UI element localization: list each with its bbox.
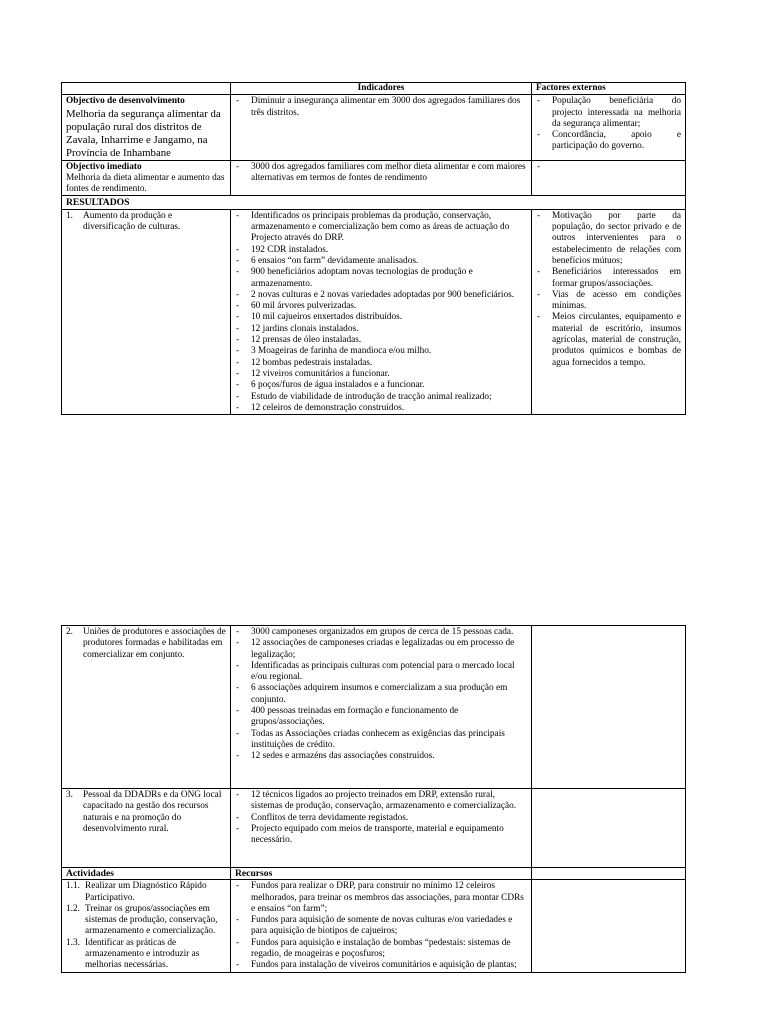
logframe-table-top (61, 82, 686, 415)
dev-objective-external (532, 95, 686, 160)
indicator-item: - Identificadas as principais culturas com potencial para o mercado local e/ou regional. (235, 661, 527, 684)
activity-number: 1.2. (66, 903, 80, 914)
indicator-item: - Diminuir a insegurança alimentar em 3000 dos agregados familiares dos três distritos. (235, 96, 527, 119)
indicator-item: - 60 mil árvores pulverizadas. (235, 301, 527, 312)
indicator-item: - 12 viveiros comunitários a funcionar. (235, 369, 527, 380)
resource-item: - Fundos para instalação de viveiros comunitários e aquisição de plantas; (235, 960, 527, 971)
indicator-item: - 12 sedes e armazéns das associações construídos. (235, 751, 527, 762)
resources-cell (231, 880, 532, 972)
indicator-item: - 192 CDR instalados. (235, 245, 527, 256)
result-2-external (532, 626, 686, 789)
external-item: - Concordância, apoio e participação do governo. (536, 130, 681, 153)
result-3-row (62, 789, 686, 868)
result-3-external (532, 789, 686, 868)
indicator-item: - Conflitos de terra devidamente registados. (235, 813, 527, 824)
indicator-item: - 2 novas culturas e 2 novas variedades adoptadas por 900 beneficiários. (235, 290, 527, 301)
activity-number: 1.1. (66, 881, 80, 892)
external-item: - Vias de acesso em condições mínimas. (536, 290, 681, 313)
resource-item: - Fundos para realizar o DRP, para construir no mínimo 12 celeiros melhorados, para treinar os membros das associações, para montar CDRs e ensaios “on farm”; (235, 881, 527, 915)
dev-objective-indicators (231, 95, 532, 160)
result-1-number: 1. (66, 210, 73, 221)
indicator-item: - 400 pessoas treinadas em formação e funcionamento de grupos/associações. (235, 706, 527, 729)
result-2-indicators (231, 626, 532, 789)
result-3-number: 3. (66, 790, 73, 800)
result-1-indicators (231, 209, 532, 414)
resource-item: - Fundos para aquisição de somente de novas culturas e/ou variedades e para aquisição de biotipos de cajueiros; (235, 915, 527, 938)
external-item: - Motivação por parte da população, do sector privado e de outros intervenientes para o estabelecimento de relações com benefícios mútuos; (536, 211, 681, 267)
imm-objective-row (62, 160, 686, 196)
dev-objective-cell (62, 95, 231, 160)
result-1-cell (62, 209, 231, 414)
indicator-item: - Todas as Associações criadas conhecem as exigências das principais instituições de crédito. (235, 729, 527, 752)
result-2-item (66, 627, 226, 661)
activity-text: Identificar as práticas de armazenamento e introduzir as melhorias necessárias. (85, 937, 200, 971)
indicator-item: - 6 ensaios “on farm” devidamente analisados. (235, 256, 527, 267)
result-2-row (62, 626, 686, 789)
header-factores-externos: Factores externos (532, 83, 686, 95)
indicator-item: - 3 Moageiras de farinha de mandioca e/ou milho. (235, 346, 527, 357)
activity-number: 1.3. (66, 937, 80, 948)
indicator-item: - Identificados os principais problemas da produção, conservação, armazenamento e comercialização bem como as áreas de actuação do Projecto através do DRP. (235, 211, 527, 245)
dev-objective-title: Objectivo de desenvolvimento (66, 96, 185, 107)
activities-row (62, 880, 686, 972)
result-3-item (66, 790, 226, 835)
external-item: - Meios circulantes, equipamento e material de escritório, insumos agrícolas, material de construção, produtos químicos e bombas de agua fornecidos a tempo. (536, 312, 681, 368)
result-3-cell (62, 789, 231, 868)
activity-text: Treinar os grupos/associações em sistemas de produção, conservação, armazenamento e comercialização. (85, 903, 218, 937)
header-row (62, 83, 686, 95)
imm-objective-external (532, 160, 686, 196)
logframe-table-bottom (61, 625, 686, 973)
indicator-item: - 900 beneficiários adoptam novas tecnologias de produção e armazenamento. (235, 267, 527, 290)
result-2-number: 2. (66, 627, 73, 637)
indicator-item: - 12 prensas de óleo instaladas. (235, 335, 527, 346)
imm-objective-indicators (231, 160, 532, 196)
indicator-item: - Projecto equipado com meios de transporte, material e equipamento necessário. (235, 824, 527, 847)
indicator-item: - 6 associações adquirem insumos e comercializam a sua produção em conjunto. (235, 683, 527, 706)
result-1-external (532, 209, 686, 414)
activities-label: Actividades (62, 868, 231, 880)
dev-objective-text: Melhoria da segurança alimentar da população rural dos distritos de Zavala, Inharrime e Jangamo, na Província de Inhambane (66, 107, 221, 159)
activities-header-empty (532, 868, 686, 880)
results-label-row (62, 196, 686, 209)
dev-objective-row (62, 95, 686, 160)
result-2-cell (62, 626, 231, 789)
indicator-item: - Estudo de viabilidade de introdução de tracção animal realizado; (235, 392, 527, 403)
external-item: - População beneficiária do projecto interessada na melhoria da segurança alimentar; (536, 96, 681, 130)
result-1-row (62, 209, 686, 414)
activity-item (66, 881, 226, 904)
indicator-item: - 10 mil cajueiros enxertados distribuídos. (235, 312, 527, 323)
activities-external-empty (532, 880, 686, 972)
indicator-item: - 3000 camponeses organizados em grupos de cerca de 15 pessoas cada. (235, 627, 527, 638)
activity-text: Realizar um Diagnóstico Rápido Participativo. (85, 881, 207, 903)
activities-header-row (62, 868, 686, 880)
indicator-item: - 12 técnicos ligados ao projecto treinados em DRP, extensão rural, sistemas de produção, conservação, armazenamento e comercialização. (235, 790, 527, 813)
indicator-item: - 12 bombas pedestrais instaladas. (235, 358, 527, 369)
resource-item: - Fundos para aquisição e instalação de bombas “pedestais: sistemas de regadio, de moageiras e poçosfuros; (235, 938, 527, 961)
result-1-item (66, 211, 226, 234)
result-2-text: Uniões de produtores e associações de produtores formadas e habilitadas em comercializar em conjunto. (83, 627, 226, 660)
header-indicadores: Indicadores (231, 83, 532, 95)
result-1-text: Aumento da produção e diversificação de culturas. (83, 210, 181, 233)
indicator-item: - 12 jardins clonais instalados. (235, 324, 527, 335)
indicator-item: - 6 poços/furos de água instalados e a funcionar. (235, 380, 527, 391)
activity-item (66, 904, 226, 938)
imm-objective-text: Melhoria da dieta alimentar e aumento das fontes de rendimento. (66, 172, 225, 195)
activity-item (66, 938, 226, 972)
activities-cell (62, 880, 231, 972)
result-3-indicators (231, 789, 532, 868)
external-item: - Beneficiários interessados em formar grupos/associações. (536, 267, 681, 290)
header-empty-cell (62, 83, 231, 95)
indicator-item: - 12 celeiros de demonstração construídos. (235, 403, 527, 414)
result-3-text: Pessoal da DDADRs e da ONG local capacitado na gestão dos recursos naturais e na promoção do desenvolvimento rural. (83, 790, 222, 834)
indicator-item: - 12 associações de camponeses criadas e legalizadas ou em processo de legalização; (235, 638, 527, 661)
results-label: RESULTADOS (62, 196, 686, 209)
imm-objective-cell (62, 160, 231, 196)
resources-label: Recursos (231, 868, 532, 880)
imm-objective-title: Objectivo imediato (66, 161, 142, 172)
indicator-item: - 3000 dos agregados familiares com melhor dieta alimentar e com maiores alternativas em termos de fontes de rendimento (235, 162, 527, 185)
